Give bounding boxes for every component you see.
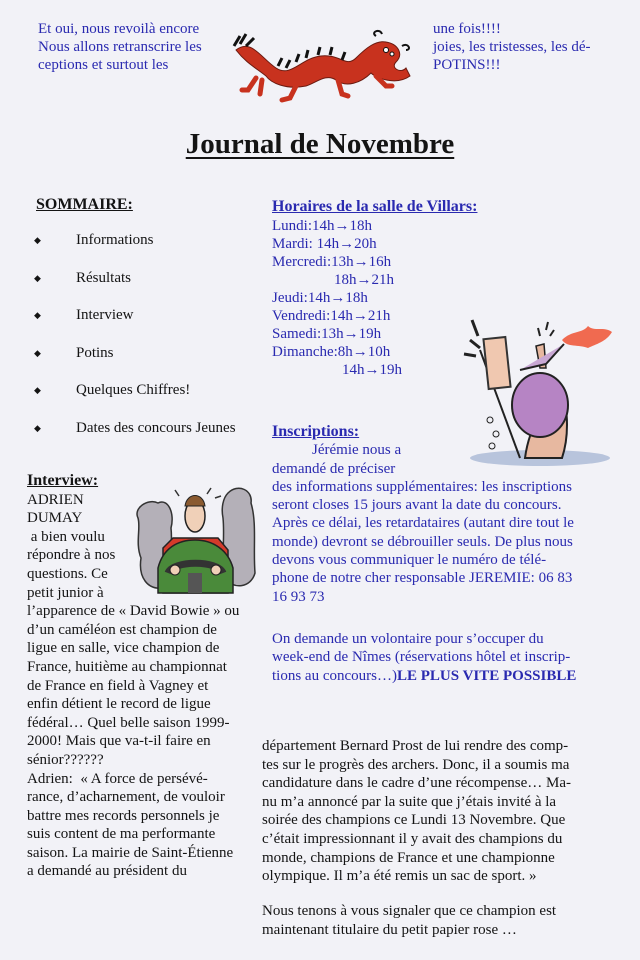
inscriptions-section xyxy=(272,423,632,606)
volontaire-line xyxy=(272,667,632,685)
diamond-bullet-icon: ◆ xyxy=(34,235,41,245)
intro-right xyxy=(433,20,590,74)
horaire-line: Dimanche:8h→10h xyxy=(272,344,391,360)
sommaire-item-label: Résultats xyxy=(76,269,131,286)
inscriptions-line: monde) devront se débrouiller seuls. De plus nous xyxy=(272,533,573,550)
volontaire-line: week-end de Nîmes (réservations hôtel et inscrip- xyxy=(272,649,571,666)
sommaire-list xyxy=(30,232,236,457)
suite-line: c’était impressionnant il y avait des champions du xyxy=(262,830,563,847)
final-note xyxy=(262,902,637,939)
horaire-line: Vendredi:14h→21h xyxy=(272,308,391,324)
interview-line: enfin détient le record de ligue xyxy=(27,696,211,713)
interview-continued xyxy=(262,737,637,886)
volontaire-section xyxy=(272,630,632,685)
inscriptions-line: des informations supplémentaires: les inscriptions xyxy=(272,478,572,495)
intro-left-line: Et oui, nous revoilà encore xyxy=(38,21,200,37)
sommaire-item xyxy=(30,382,236,420)
inscriptions-line: seront closes 15 jours avant la date du concours. xyxy=(272,497,562,514)
interview-line: d’un caméléon est champion de xyxy=(27,621,217,638)
intro-right-line: une fois!!!! xyxy=(433,21,501,37)
sommaire-item-label: Quelques Chiffres! xyxy=(76,382,191,398)
interview-line: DUMAY xyxy=(27,510,83,527)
final-line: Nous tenons à vous signaler que ce champion est xyxy=(262,903,557,919)
interview-line: ADRIEN xyxy=(27,491,84,508)
intro-left-line: ceptions et surtout les xyxy=(38,57,169,73)
driver-cartoon-icon xyxy=(137,488,255,593)
volontaire-emphasis: LE PLUS VITE POSSIBLE xyxy=(396,667,577,684)
diamond-bullet-icon: ◆ xyxy=(34,422,41,433)
interview-line: sénior?????? xyxy=(27,751,104,768)
suite-line: olympique. Il m’a été remis un sac de sport. » xyxy=(262,868,537,885)
suite-line: candidature dans le cadre d’une récompense… Ma- xyxy=(262,775,572,792)
intro-right-line: POTINS!!! xyxy=(433,57,501,73)
suite-line: nu m’a annoncé par la suite que j’étais invité à la xyxy=(262,793,557,810)
sommaire-item xyxy=(30,420,236,458)
interview-line: l’apparence de « David Bowie » ou xyxy=(27,603,240,620)
interview-line: rance, d’acharnement, de vouloir xyxy=(27,789,225,806)
interview-line: suis content de ma performante xyxy=(27,826,216,843)
horaires-section xyxy=(272,198,477,379)
intro-left-line: Nous allons retranscrire les xyxy=(38,39,202,55)
horaire-line: Jeudi:14h→18h xyxy=(272,290,368,306)
horaire-line: Samedi:13h→19h xyxy=(272,326,382,342)
volontaire-line: On demande un volontaire pour s’occuper du xyxy=(272,631,544,647)
horaires-heading: Horaires de la salle de Villars: xyxy=(272,198,478,215)
horaire-line: Lundi:14h→18h xyxy=(272,218,372,234)
inscriptions-line: 16 93 73 xyxy=(272,588,325,605)
page-title xyxy=(0,128,640,161)
interview-line: saison. La mairie de Saint-Étienne xyxy=(27,844,234,861)
final-line: maintenant titulaire du petit papier rose … xyxy=(262,921,517,938)
suite-line: soirée des champions ce Lundi 13 Novembre. Que xyxy=(262,812,566,829)
intro-left xyxy=(38,20,202,74)
inscriptions-line: demandé de préciser xyxy=(272,460,396,477)
interview-line: France, huitième au championnat xyxy=(27,658,227,675)
interview-line: a bien voulu xyxy=(27,528,105,545)
suite-line: département Bernard Prost de lui rendre des comp- xyxy=(262,738,569,754)
diamond-bullet-icon: ◆ xyxy=(34,272,41,283)
suite-line: monde, champions de France et une championne xyxy=(262,849,555,866)
interview-line: de France en field à Vagney et xyxy=(27,677,209,694)
diamond-bullet-icon: ◆ xyxy=(34,385,41,395)
interview-heading: Interview: xyxy=(27,472,99,489)
diamond-bullet-icon: ◆ xyxy=(34,310,41,320)
intro-right-line: joies, les tristesses, les dé- xyxy=(433,39,591,55)
driver-illustration xyxy=(133,478,258,598)
interview-line: questions. Ce xyxy=(27,565,108,582)
interview-line: 2000! Mais que va-t-il faire en xyxy=(27,733,211,750)
horaire-line: 18h→21h xyxy=(334,272,394,288)
sommaire-item xyxy=(30,307,236,345)
interview-line: battre mes records personnels je xyxy=(27,807,220,824)
suite-line: tes sur le progrès des archers. Donc, il a soumis ma xyxy=(262,756,570,773)
interview-line: fédéral… Quel belle saison 1999- xyxy=(27,714,230,731)
horaire-line: Mardi: 14h→20h xyxy=(272,236,377,252)
interview-line: répondre à nos xyxy=(27,547,116,564)
page-title-text: Journal de Novembre xyxy=(185,128,455,160)
horaire-line: 14h→19h xyxy=(342,362,402,378)
sommaire-item-label: Informations xyxy=(76,232,154,248)
interview-line: Adrien: « A force de persévé- xyxy=(27,770,208,787)
sommaire-item-label: Interview xyxy=(76,307,134,323)
sommaire-heading: SOMMAIRE: xyxy=(36,196,133,213)
inscriptions-line: devons vous communiquer le numéro de télé- xyxy=(272,552,547,569)
inscriptions-line: Jérémie nous a xyxy=(312,442,402,459)
horaire-line: Mercredi:13h→16h xyxy=(272,254,392,270)
interview-line: a demandé au président du xyxy=(27,863,187,880)
sommaire-item xyxy=(30,232,236,270)
interview-line: ligue en salle, vice champion de xyxy=(27,640,220,657)
inscriptions-line: Après ce délai, les retardataires (autant dire tout le xyxy=(272,515,574,532)
sommaire-item-label: Potins xyxy=(76,344,114,361)
volontaire-line-text: tions au concours…) xyxy=(272,667,397,684)
sommaire-item-label: Dates des concours Jeunes xyxy=(76,419,236,436)
inscriptions-line: phone de notre cher responsable JEREMIE: 06 83 xyxy=(272,570,573,587)
sommaire-item xyxy=(30,270,236,308)
interview-line: petit junior à xyxy=(27,584,104,601)
dragon-icon xyxy=(234,31,410,100)
sommaire-item xyxy=(30,345,236,383)
inscriptions-heading: Inscriptions: xyxy=(272,423,360,440)
diamond-bullet-icon: ◆ xyxy=(34,347,41,358)
dragon-illustration xyxy=(226,28,426,108)
